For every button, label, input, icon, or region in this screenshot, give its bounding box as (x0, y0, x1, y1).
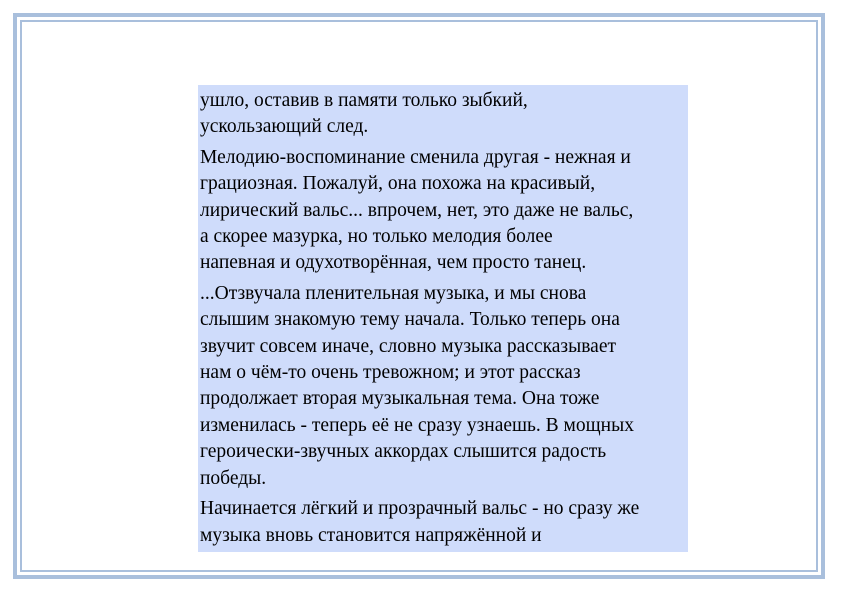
text-line: Мелодию-воспоминание сменила другая - нежная и (200, 146, 631, 168)
text-line: изменилась - теперь её не сразу узнаешь. В мощных (200, 414, 634, 436)
text-line: лирический вальс... впрочем, нет, это даже не вальс, (200, 199, 634, 221)
text-line: нам о чём-то очень тревожном; и этот рассказ (200, 362, 581, 384)
text-line: музыка вновь становится напряжённой и (200, 524, 542, 546)
text-line: ускользающий след. (200, 116, 369, 138)
text-line: ...Отзвучала пленительная музыка, и мы снова (200, 282, 587, 304)
text-line: ушло, оставив в памяти только зыбкий, (200, 90, 528, 111)
text-line: напевная и одухотворённая, чем просто танец. (200, 252, 587, 274)
paragraph (200, 145, 688, 277)
paragraph (200, 496, 688, 549)
text-line: звучит совсем иначе, словно музыка рассказывает (200, 335, 616, 357)
text-line: а скорее мазурка, но только мелодия более (200, 226, 553, 248)
paragraph (200, 88, 688, 141)
text-line: слышим знакомую тему начала. Только теперь она (200, 309, 620, 331)
text-line: победы. (200, 467, 267, 489)
text-line: Начинается лёгкий и прозрачный вальс - но сразу же (200, 498, 640, 520)
text-box (198, 85, 688, 552)
text-line: продолжает вторая музыкальная тема. Она тоже (200, 388, 600, 410)
text-line: грациозная. Пожалуй, она похожа на красивый, (200, 173, 596, 195)
text-line: героически-звучных аккордах слышится радость (200, 441, 607, 463)
paragraph (200, 281, 688, 492)
